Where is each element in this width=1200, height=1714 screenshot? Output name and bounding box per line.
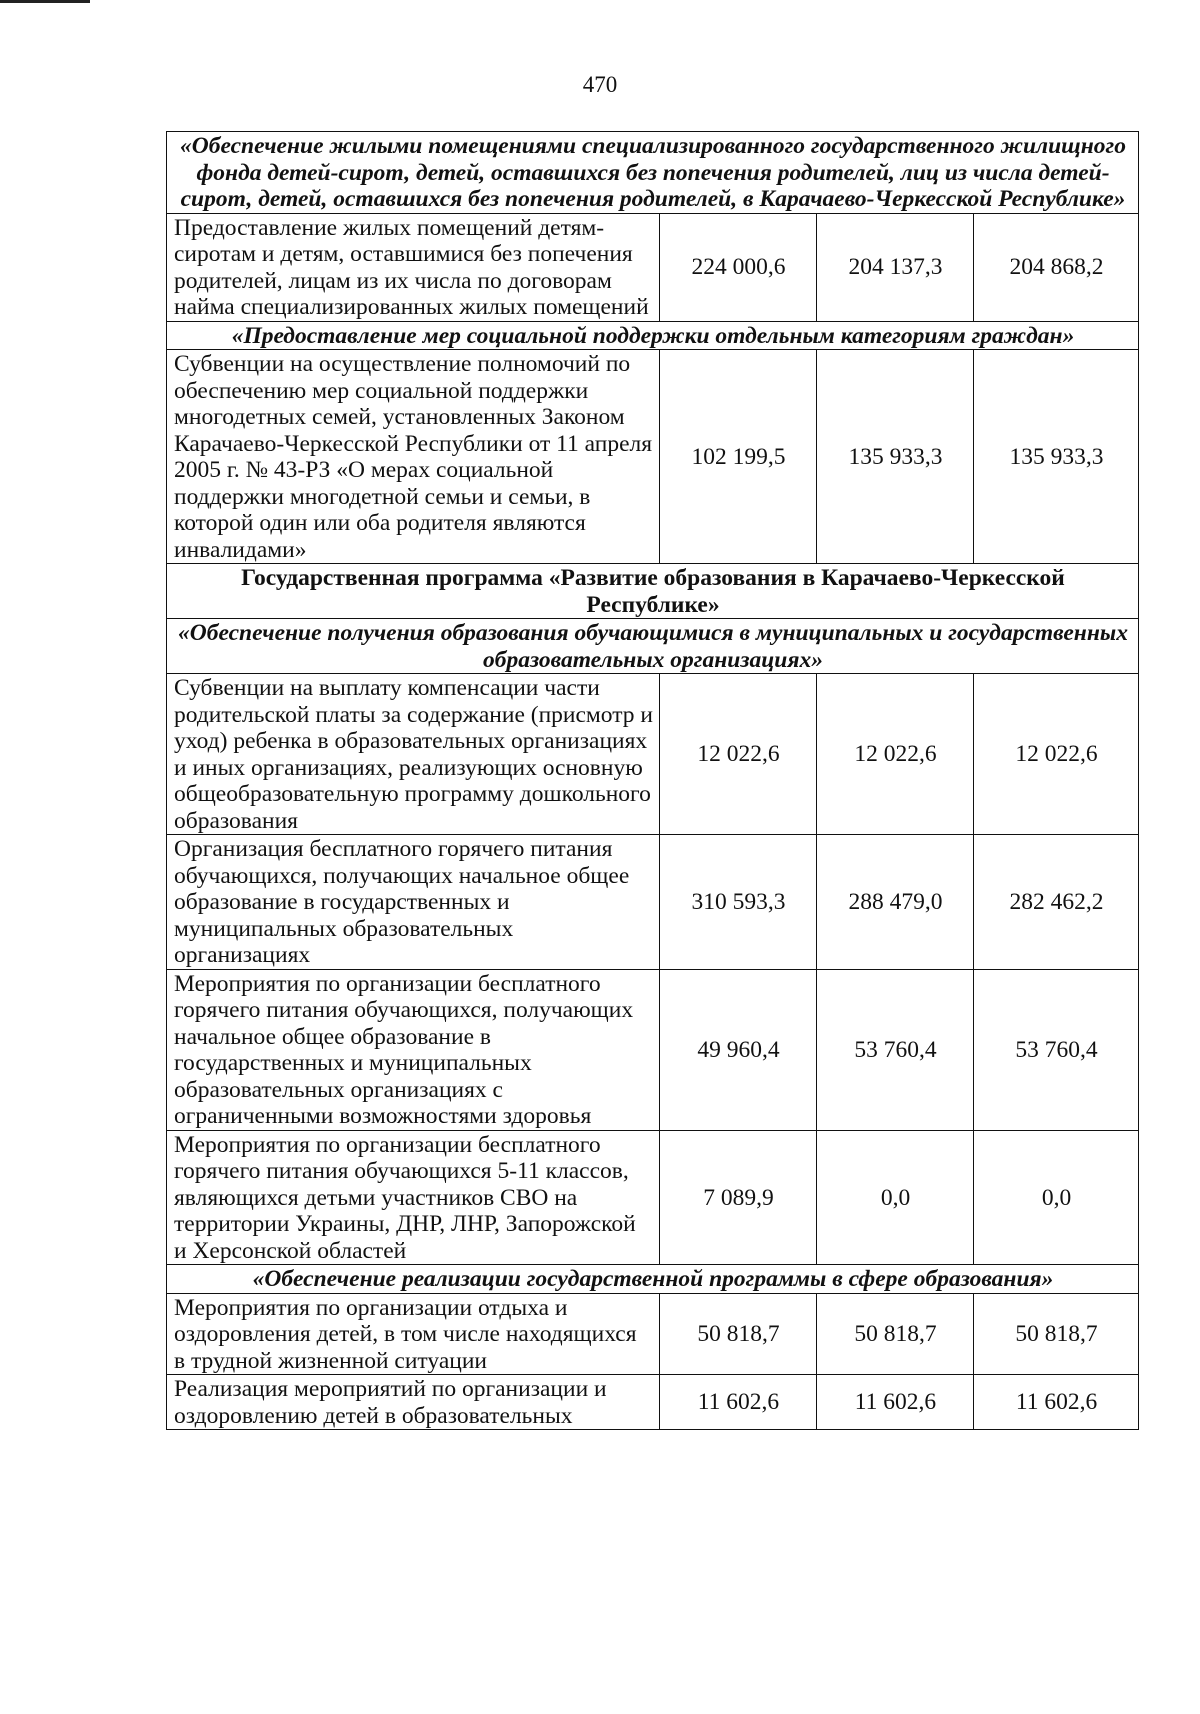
item-name: Мероприятия по организации бесплатного горячего питания обучающихся 5-11 классов, являющихся детьми участников СВО на территории Украины, ДНР, ЛНР, Запорожской и Херсонской областей <box>167 1130 660 1265</box>
table-row-section <box>167 1265 1139 1294</box>
section-heading: «Обеспечение жилыми помещениями специализированного государственного жилищного фонда детей-сирот, детей, оставшихся без попечения родителей, лиц из числа детей-сирот, детей, оставшихся без попечения родителей, в Карачаево-Черкесской Республике» <box>167 132 1139 214</box>
item-value-3: 12 022,6 <box>974 674 1139 835</box>
item-value-2: 11 602,6 <box>817 1375 974 1430</box>
item-value-1: 12 022,6 <box>660 674 817 835</box>
item-value-2: 135 933,3 <box>817 350 974 564</box>
item-name: Предоставление жилых помещений детям-сиротам и детям, оставшимися без попечения родителей, лицам из их числа по договорам найма специализированных жилых помещений <box>167 213 660 321</box>
scan-artifact-line <box>0 0 90 3</box>
item-value-1: 49 960,4 <box>660 969 817 1130</box>
item-value-2: 12 022,6 <box>817 674 974 835</box>
table-row-section <box>167 132 1139 214</box>
item-name: Реализация мероприятий по организации и оздоровлению детей в образовательных <box>167 1375 660 1430</box>
item-value-2: 204 137,3 <box>817 213 974 321</box>
item-name: Мероприятия по организации бесплатного горячего питания обучающихся, получающих начальное общее образование в государственных и муниципальных образовательных организациях с ограниченными возможностями здоровья <box>167 969 660 1130</box>
item-value-2: 0,0 <box>817 1130 974 1265</box>
table-row <box>167 674 1139 835</box>
table-row-section <box>167 321 1139 350</box>
item-value-1: 7 089,9 <box>660 1130 817 1265</box>
section-heading: «Обеспечение реализации государственной программы в сфере образования» <box>167 1265 1139 1294</box>
item-value-1: 310 593,3 <box>660 835 817 970</box>
table-row <box>167 213 1139 321</box>
item-value-3: 53 760,4 <box>974 969 1139 1130</box>
item-value-2: 53 760,4 <box>817 969 974 1130</box>
item-value-2: 50 818,7 <box>817 1293 974 1375</box>
table-row <box>167 969 1139 1130</box>
page-number: 470 <box>582 72 618 97</box>
table-row <box>167 835 1139 970</box>
item-name: Организация бесплатного горячего питания обучающихся, получающих начальное общее образование в государственных и муниципальных образовательных организациях <box>167 835 660 970</box>
item-value-3: 0,0 <box>974 1130 1139 1265</box>
table-row <box>167 350 1139 564</box>
item-name: Мероприятия по организации отдыха и оздоровления детей, в том числе находящихся в трудной жизненной ситуации <box>167 1293 660 1375</box>
item-value-3: 50 818,7 <box>974 1293 1139 1375</box>
item-name: Субвенции на выплату компенсации части родительской платы за содержание (присмотр и уход) ребенка в образовательных организациях и иных организациях, реализующих основную общеобразовательную программу дошкольного образования <box>167 674 660 835</box>
section-heading: «Предоставление мер социальной поддержки отдельным категориям граждан» <box>167 321 1139 350</box>
item-value-1: 11 602,6 <box>660 1375 817 1430</box>
item-value-3: 135 933,3 <box>974 350 1139 564</box>
item-value-1: 102 199,5 <box>660 350 817 564</box>
item-value-1: 224 000,6 <box>660 213 817 321</box>
item-value-3: 282 462,2 <box>974 835 1139 970</box>
table-row <box>167 1130 1139 1265</box>
budget-table <box>166 131 1139 1430</box>
table-row-program <box>167 564 1139 619</box>
item-value-3: 11 602,6 <box>974 1375 1139 1430</box>
table-row <box>167 1293 1139 1375</box>
table-row-section <box>167 619 1139 674</box>
item-value-3: 204 868,2 <box>974 213 1139 321</box>
table-row <box>167 1375 1139 1430</box>
program-heading: Государственная программа «Развитие образования в Карачаево-Черкесской Республике» <box>167 564 1139 619</box>
section-heading: «Обеспечение получения образования обучающимися в муниципальных и государственных образовательных организациях» <box>167 619 1139 674</box>
item-name: Субвенции на осуществление полномочий по обеспечению мер социальной поддержки многодетных семей, установленных Законом Карачаево-Черкесской Республики от 11 апреля 2005 г. № 43-РЗ «О мерах социальной поддержки многодетной семьи и семьи, в которой один или оба родителя являются инвалидами» <box>167 350 660 564</box>
item-value-2: 288 479,0 <box>817 835 974 970</box>
item-value-1: 50 818,7 <box>660 1293 817 1375</box>
